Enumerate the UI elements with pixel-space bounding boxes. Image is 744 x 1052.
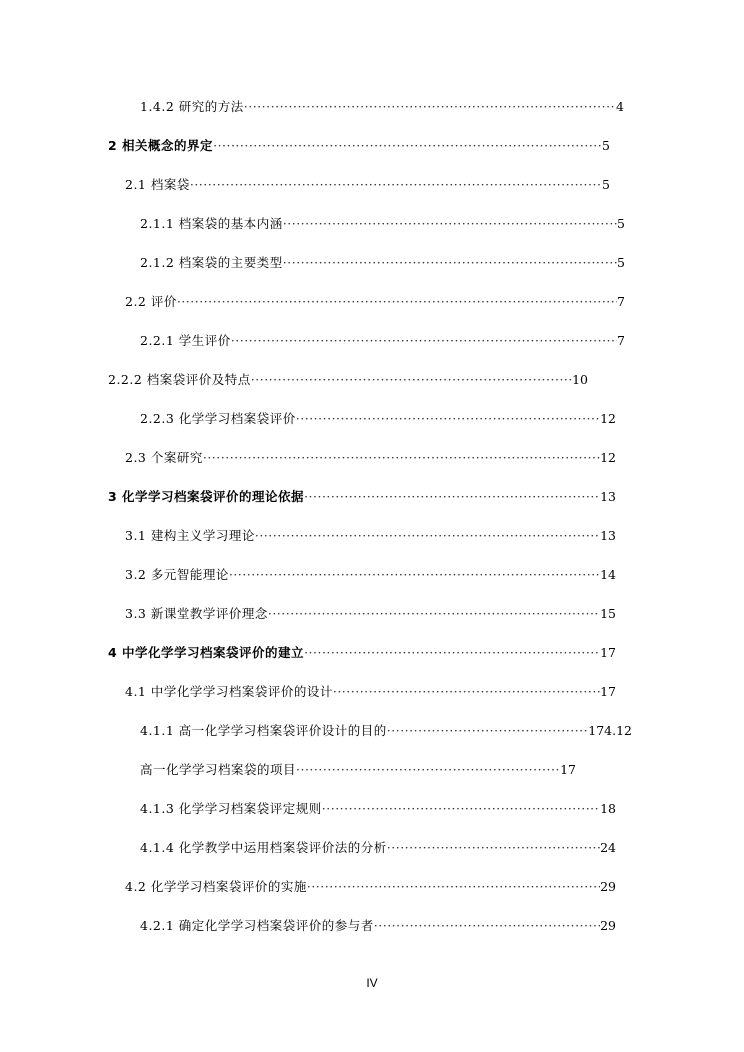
- toc-leader-dots: [229, 564, 600, 586]
- toc-page-number: 7: [617, 333, 625, 348]
- toc-leader-dots: [333, 681, 600, 703]
- toc-page-number: 5: [602, 177, 610, 192]
- toc-page-number: 174.12: [588, 723, 632, 738]
- toc-page-number: 13: [600, 528, 616, 543]
- toc-page-number: 5: [602, 138, 610, 153]
- toc-entry-label: 2.2.1 学生评价: [140, 333, 231, 348]
- toc-page-number: 17: [600, 684, 616, 699]
- toc-page-number: 29: [600, 918, 616, 933]
- toc-entry: [125, 525, 616, 547]
- toc-entry-label: 4.2 化学学习档案袋评价的实施: [125, 879, 307, 894]
- toc-leader-dots: [213, 135, 602, 157]
- toc-entry: [108, 486, 616, 508]
- toc-page-number: 5: [617, 255, 625, 270]
- toc-page-number: 10: [572, 372, 588, 387]
- toc-leader-dots: [304, 486, 600, 508]
- toc-entry: [140, 252, 625, 274]
- toc-page-number: 4: [616, 99, 624, 114]
- toc-leader-dots: [244, 96, 616, 118]
- toc-entry-label: 3 化学学习档案袋评价的理论依据: [108, 489, 305, 504]
- toc-entry: [140, 837, 616, 859]
- toc-page-number: 15: [600, 606, 616, 621]
- toc-leader-dots: [190, 174, 602, 196]
- toc-entry-label: 2.2.3 化学学习档案袋评价: [140, 411, 296, 426]
- toc-entry-label: 4.1.4 化学教学中运用档案袋评价法的分析: [140, 840, 387, 855]
- toc-entry-label: 3.3 新课堂教学评价理念: [125, 606, 268, 621]
- toc-leader-dots: [251, 369, 572, 391]
- toc-entry: [140, 408, 616, 430]
- toc-entry-label: 3.2 多元智能理论: [125, 567, 229, 582]
- toc-page-number: 18: [600, 801, 616, 816]
- toc-page-number: 17: [560, 762, 576, 777]
- toc-entry: [125, 447, 616, 469]
- toc-leader-dots: [283, 213, 617, 235]
- toc-entry-label: 2.2 评价: [125, 294, 177, 309]
- toc-page-number: 7: [617, 294, 625, 309]
- toc-leader-dots: [307, 876, 600, 898]
- toc-entry-label: 2.1.2 档案袋的主要类型: [140, 255, 283, 270]
- toc-leader-dots: [374, 915, 600, 937]
- toc-entry: [125, 681, 616, 703]
- toc-page-number: 13: [600, 489, 616, 504]
- toc-entry-label: 2 相关概念的界定: [108, 138, 214, 153]
- toc-leader-dots: [177, 291, 617, 313]
- toc-page-number: 29: [600, 879, 616, 894]
- toc-entry: [125, 603, 616, 625]
- toc-entry: [140, 915, 616, 937]
- toc-leader-dots: [283, 252, 617, 274]
- toc-page-number: 17: [600, 645, 616, 660]
- toc-entry: [125, 174, 610, 196]
- toc-entry-label: 2.1.1 档案袋的基本内涵: [140, 216, 283, 231]
- toc-leader-dots: [322, 798, 600, 820]
- toc-leader-dots: [255, 525, 600, 547]
- toc-entry: [125, 564, 616, 586]
- toc-entry: [125, 876, 616, 898]
- toc-entry-label: 4.1.1 高一化学学习档案袋评价设计的目的: [140, 723, 387, 738]
- toc-leader-dots: [203, 447, 600, 469]
- toc-leader-dots: [231, 330, 617, 352]
- toc-entry-label: 4.1 中学化学学习档案袋评价的设计: [125, 684, 333, 699]
- toc-page-number: 12: [600, 411, 616, 426]
- toc-entry: [140, 330, 625, 352]
- page-number-footer: IV: [366, 976, 378, 990]
- toc-leader-dots: [268, 603, 600, 625]
- toc-entry-label: 2.1 档案袋: [125, 177, 190, 192]
- toc-page-number: 5: [617, 216, 625, 231]
- toc-entry: [140, 720, 632, 742]
- toc-page-number: 12: [600, 450, 616, 465]
- toc-entry-label: 2.2.2 档案袋评价及特点: [108, 372, 251, 387]
- toc-leader-dots: [387, 720, 588, 742]
- toc-page-number: 24: [600, 840, 616, 855]
- toc-entry: [108, 369, 588, 391]
- toc-entry: [140, 759, 576, 781]
- toc-entry-label: 4.1.3 化学学习档案袋评定规则: [140, 801, 322, 816]
- toc-entry-label: 3.1 建构主义学习理论: [125, 528, 255, 543]
- toc-leader-dots: [296, 759, 560, 781]
- toc-entry-label: 1.4.2 研究的方法: [140, 99, 244, 114]
- toc-entry: [140, 798, 616, 820]
- toc-entry: [125, 291, 625, 313]
- toc-leader-dots: [387, 837, 600, 859]
- toc-entry-label: 高一化学学习档案袋的项目: [140, 762, 297, 777]
- toc-leader-dots: [296, 408, 600, 430]
- toc-entry: [108, 135, 610, 157]
- toc-entry: [108, 642, 616, 664]
- toc-entry: [140, 96, 624, 118]
- toc-entry-label: 4.2.1 确定化学学习档案袋评价的参与者: [140, 918, 374, 933]
- toc-entry: [140, 213, 625, 235]
- toc-entry-label: 4 中学化学学习档案袋评价的建立: [108, 645, 305, 660]
- toc-leader-dots: [304, 642, 600, 664]
- toc-entry-label: 2.3 个案研究: [125, 450, 203, 465]
- toc-page-number: 14: [600, 567, 616, 582]
